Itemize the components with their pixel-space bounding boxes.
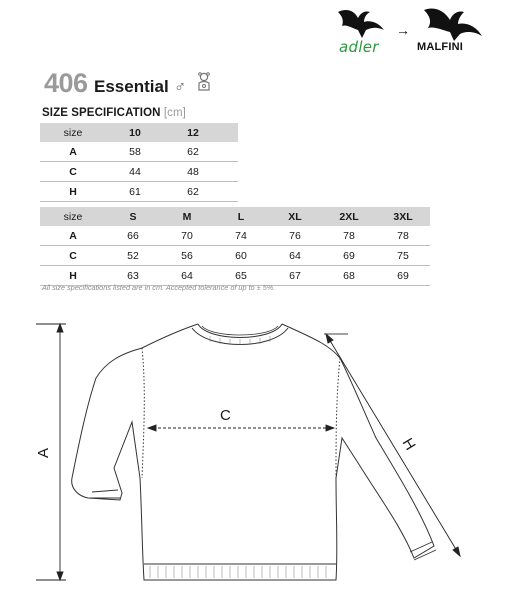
table-cell: 58 (106, 142, 164, 162)
table-row (40, 182, 238, 202)
table-header-row (40, 123, 238, 142)
header-size-label: size (40, 207, 106, 226)
kids-icon (196, 72, 212, 92)
measure-label: C (40, 246, 106, 266)
product-code: 406 (44, 68, 88, 98)
measure-label: C (40, 162, 106, 182)
size-column-header: XL (268, 207, 322, 226)
table-cell: 78 (376, 226, 430, 246)
table-cell: 62 (164, 182, 222, 202)
row-filler (222, 142, 238, 162)
size-column-header: 12 (164, 123, 222, 142)
table-cell: 69 (322, 246, 376, 266)
table-cell: 61 (106, 182, 164, 202)
size-column-header: S (106, 207, 160, 226)
measure-label: A (40, 226, 106, 246)
kids-size-table (40, 123, 238, 202)
table-cell: 70 (160, 226, 214, 246)
table-cell: 74 (214, 226, 268, 246)
header-filler (222, 123, 238, 142)
table-cell: 64 (160, 266, 214, 286)
adult-size-table (40, 207, 430, 286)
table-cell: 69 (376, 266, 430, 286)
table-cell: 52 (106, 246, 160, 266)
table-cell: 64 (268, 246, 322, 266)
left-cuff (90, 490, 120, 498)
row-filler (222, 162, 238, 182)
table-cell: 68 (322, 266, 376, 286)
table-cell: 76 (268, 226, 322, 246)
row-filler (222, 182, 238, 202)
table-cell: 56 (160, 246, 214, 266)
dimension-label-a: A (35, 447, 52, 458)
dimension-label-h: H (398, 435, 419, 454)
malfini-logo (414, 4, 506, 60)
table-cell: 60 (214, 246, 268, 266)
measure-label: A (40, 142, 106, 162)
table-cell: 67 (268, 266, 322, 286)
table-cell: 66 (106, 226, 160, 246)
arrow-icon: → (396, 22, 410, 38)
table-cell: 75 (376, 246, 430, 266)
tolerance-note: All size specifications listed are in cm. Accepted tolerance of up to ± 5%. (42, 283, 276, 292)
size-column-header: 2XL (322, 207, 376, 226)
table-row (40, 142, 238, 162)
size-column-header: 10 (106, 123, 164, 142)
adler-wordmark: adler (339, 38, 379, 56)
eagle-icon (422, 6, 484, 42)
table-cell: 78 (322, 226, 376, 246)
table-cell: 63 (106, 266, 160, 286)
male-icon: ♂ (174, 79, 187, 96)
eagle-icon (336, 6, 386, 40)
table-row (40, 226, 430, 246)
measure-label: H (40, 266, 106, 286)
table-cell: 48 (164, 162, 222, 182)
sweatshirt-diagram (30, 318, 480, 598)
spec-heading (42, 107, 186, 119)
measure-label: H (40, 182, 106, 202)
table-cell: 44 (106, 162, 164, 182)
table-header-row (40, 207, 430, 226)
product-name: Essential (94, 77, 169, 96)
size-column-header: M (160, 207, 214, 226)
spec-unit: [cm] (163, 107, 186, 119)
brand-logos (330, 4, 505, 62)
table-cell: 62 (164, 142, 222, 162)
table-row (40, 246, 430, 266)
header-size-label: size (40, 123, 106, 142)
size-column-header: 3XL (376, 207, 430, 226)
spec-heading-text: SIZE SPECIFICATION (42, 107, 161, 119)
size-column-header: L (214, 207, 268, 226)
sweatshirt-outline (72, 324, 434, 580)
table-cell: 65 (214, 266, 268, 286)
dimension-label-c: C (220, 407, 231, 424)
adler-logo (330, 4, 392, 60)
malfini-wordmark: MALFINI (417, 41, 464, 53)
product-title (44, 68, 186, 98)
table-row (40, 162, 238, 182)
